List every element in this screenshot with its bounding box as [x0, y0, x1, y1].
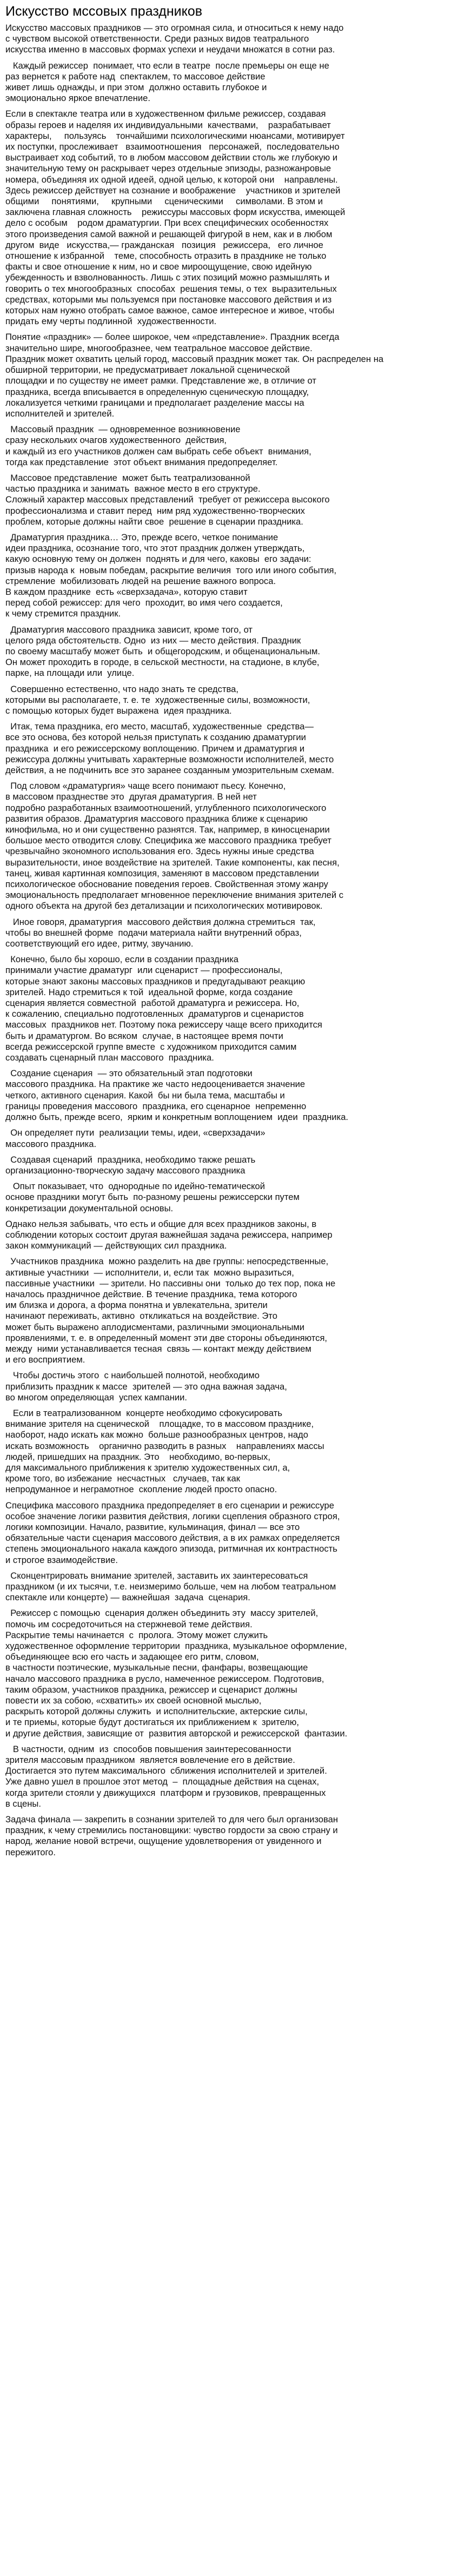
paragraph: Если в театрализованном концерте необходимо сфокусировать внимание зрителя на сценической площадке, то в массовом празднике, наоборот, надо искать как можно больше разнообразных центров, надо искать возможность органично разводить в разных направлениях массы людей, пришедших на праздник. Это необходимо, во-первых, для максимального приближения к зрителю художественных сил, а, кроме того, во избежание несчастных случаев, так как непродуманное и неграмотное скопление людей просто опасно. — [5, 1407, 324, 1495]
paragraph: Сконцентрировать внимание зрителей, заставить их заинтересоваться праздником (и их тысячи, т.е. неизмеримо больше, чем на любом театральном спектакле или концерте) — важнейшая задача сценария. — [5, 1570, 336, 1603]
paragraph: Понятие «праздник» — более широкое, чем «представление». Праздник всегда значительно шире, многообразнее, чем театральное массовое действие. Праздник может охватить целый город, массовый праздник может так. Он распределен на обширной территории, не предусматривает локальной сценической площадки и по существу не имеет рамки. Представление же, в отличие от праздника, всегда вписывается в определенную сценическую площадку, локализуется четкими границами и предполагает разделение массы на исполнителей и зрителей. — [5, 332, 384, 419]
paragraph: Каждый режиссер понимает, что если в театре после премьеры он еще не раз вернется к работе над спектаклем, то массовое действие живет лишь однажды, и при этом должно оставить глубокое и эмоционально яркое впечатление. — [5, 60, 329, 104]
paragraph: Под словом «драматургия» чаще всего понимают пьесу. Конечно, в массовом празднестве это другая драматургия. В ней нет подробно разработанных взаимоотношений, углубленного психологического развития образов. Драматургия массового праздника ближе к сценарию кинофильма, но и они существенно разнятся. Так, например, в киносценарии большое место отводится слову. Специфика же массового праздника требует чрезвычайно экономного использования его. Здесь нужны иные средства выразительности, иное воздействие на зрителей. Такие компоненты, как песня, танец, живая картинная композиция, заменяют в массовом представлении психологическое обоснование поведения героев. Свойственная этому жанру эмоциональность предполагает мгновенное переключение внимания зрителей с одного объекта на другой без детализации и психологических мотивировок. — [5, 781, 344, 911]
paragraph: Драматургия массового праздника зависит, кроме того, от целого ряда обстоятельств. Одно из них — место действия. Праздник по своему масштабу может быть и общегородским, и общенациональным. Он может проходить в городе, в сельской местности, на стадионе, в клубе, парке, на площади или улице. — [5, 624, 320, 679]
paragraph: Специфика массового праздника предопределяет в его сценарии и режиссуре особое значение логики развития действия, логики сцепления образного строя, логики композиции. Начало, развитие, кульминация, финал — все это обязательные части сценария массового действия, а в их рамках определяется степень эмоционального накала каждого эпизода, ритмичная их контрастность и строгое взаимодействие. — [5, 1500, 340, 1565]
paragraph: Участников праздника можно разделить на две группы: непосредственные, активные участники — исполнители, и, если так можно выразиться, пассивные участники — зрители. Но пассивны они только до тех пор, пока не началось праздничное действие. В течение праздника, тема которого им близка и дорога, а форма понятна и увлекательна, зрители начинают переживать, активно откликаться на воздействие. Это может быть выражено аплодисментами, различными эмоциональными проявлениями, т. е. в определенный момент эти две стороны объединяются, между ними устанавливается тесная связь — контакт между действием и его восприятием. — [5, 1256, 336, 1365]
paragraph: В частности, одним из способов повышения заинтересованности зрителя массовым праздником является вовлечение его в действие. Достигается это путем максимального сближения исполнителей и зрителей. Уже давно ушел в прошлое этот метод ‒ площадные действия на сценах, когда зрители стояли у движущихся платформ и грузовиков, превращенных в сцены. — [5, 1743, 327, 1809]
paragraph: Итак, тема праздника, его место, масштаб, художественные средства— все это основа, без которой нельзя приступать к созданию драматургии праздника и его режиссерскому воплощению. Причем и драматургия и режиссура должны учитывать характерные возможности исполнителей, место действия, а не подчинить все это заранее созданным умозрительным схемам. — [5, 721, 335, 775]
paragraph: Драматургия праздника… Это, прежде всего, четкое понимание идеи праздника, осознание того, что этот праздник должен утверждать, какую основную тему он должен поднять и для чего, каковы его задачи: призыв народа к новым победам, раскрытие величия того или иного события, стремление мобилизовать людей на решение важного вопроса. В каждом празднике есть «сверхзадача», которую ставит перед собой режиссер: для чего проходит, во имя чего создается, к чему стремится праздник. — [5, 532, 337, 619]
paragraph: Создание сценария — это обязательный этап подготовки массового праздника. На практике же часто недооценивается значение четкого, активного сценария. Какой бы ни была тема, масштабы и границы проведения массового праздника, его сценарное непременно должно быть, прежде всего, ярким и конкретным воплощением идеи праздника. — [5, 1068, 349, 1123]
paragraph: Чтобы достичь этого с наибольшей полнотой, необходимо приблизить праздник к массе зрителей — это одна важная задача, во многом определяющая успех кампании. — [5, 1370, 287, 1403]
paragraph: Искусство массовых праздников — это огромная сила, и относиться к нему надо с чувством высокой ответственности. Среди разных видов театрального искусства именно в массовых формах успехи и неудачи множатся в сотни раз. — [5, 23, 344, 55]
paragraph: Задача финала — закрепить в сознании зрителей то для чего был организован праздник, к чему стремились постановщики: чувство гордости за свою страну и народ, желание новой встречи, ощущение удовлетворения от увиденного и пережитого. — [5, 1814, 338, 1857]
paragraph: Конечно, было бы хорошо, если в создании праздника принимали участие драматург или сценарист — профессионалы, которые знают законы массовых праздников и предугадывают реакцию зрителей. Надо стремиться к той идеальной форме, когда создание сценария является совместной работой драматурга и режиссера. Но, к сожалению, специально подготовленных драматургов и сценаристов массовых праздников нет. Поэтому пока режиссеру чаще всего приходится быть и драматургом. Во всяком случае, в настоящее время почти всегда режиссерской группе вместе с художником приходится самим создавать сценарный план массового праздника. — [5, 954, 322, 1063]
paragraph: Массовый праздник — одновременное возникновение сразу нескольких очагов художественного действия, и каждый из его участников должен сам выбрать себе объект внимания, тогда как представление этот объект внимания предопределяет. — [5, 424, 311, 467]
paragraph: Совершенно естественно, что надо знать те средства, которыми вы располагаете, т. е. те художественные силы, возможности, с помощью которых будет выражена идея праздника. — [5, 683, 310, 716]
page-title: Искусство мссовых праздников — [5, 4, 203, 19]
paragraph: Если в спектакле театра или в художественном фильме режиссер, создавая образы героев и наделяя их индивидуальными качествами, разрабатывает характеры, пользуясь тончайшими психологическими нюансами, мотивирует их поступки, прослеживает взаимоотношения персонажей, последовательно выстраивает ход событий, то в любом массовом действии столь же глубокую и значительную тему он раскрывает через отдельные эпизоды, разножанровые номера, объединяя их одной идеей, одной целью, к которой они направлены. Здесь режиссер действует на сознание и воображение участников и зрителей общими понятиями, крупными сценическими символами. В этом и заключена главная сложность режиссуры массовых форм искусства, имеющей дело с особым родом драматургии. При всех специфических особенностях этого произведения самой важной и решающей фигурой в нем, как и в любом другом виде искусства,— гражданская позиция режиссера, его личное отношение к избранной теме, способность отразить в празднике не только факты и свое отношение к ним, но и свое мироощущение, свою идейную убежденность и взволнованность. Лишь с этих позиций можно размышлять и говорить о тех многообразных способах решения темы, о тех выразительных средствах, которыми мы пользуемся при постановке массового действия и из которых нам нужно отобрать самое важное, самое интересное и живое, чтобы придать ему черты подлинной художественности. — [5, 109, 346, 327]
paragraph: Однако нельзя забывать, что есть и общие для всех праздников законы, в соблюдении которых состоит другая важнейшая задача режиссера, например закон коммуникаций — действующих сил праздника. — [5, 1218, 333, 1251]
paragraph: Опыт показывает, что однородные по идейно-тематической основе праздники могут быть по-разному решены режиссерски путем конкретизации документальной основы. — [5, 1181, 300, 1213]
paragraph: Создавая сценарий праздника, необходимо также решать организационно-творческую задачу массового праздника — [5, 1154, 256, 1176]
paragraph: Он определяет пути реализации темы, идеи, «сверхзадачи» массового праздника. — [5, 1128, 265, 1149]
paragraph: Иное говоря, драматургия массового действия должна стремиться так, чтобы во внешней форме подачи материала найти внутренний образ, соответствующий его идее, ритму, звучанию. — [5, 916, 316, 949]
paragraph: Массовое представление может быть театрализованной частью праздника и занимать важное место в его структуре. Сложный характер массовых представлений требует от режиссера высокого профессионализма и ставит перед ним ряд художественно-творческих проблем, которые должны найти свое решение в сценарии праздника. — [5, 472, 330, 527]
paragraph: Режиссер с помощью сценария должен объединить эту массу зрителей, помочь им сосредоточиться на стержневой теме действия. Раскрытие темы начинается с пролога. Этому может служить художественное оформление территории праздника, музыкальное оформление, объединяющее всю его часть и задающее его ритм, словом, в частности поэтические, музыкальные песни, фанфары, возвещающие начало массового праздника в русло, намеченное режиссером. Подготовив, таким образом, участников праздника, режиссер и сценарист должны повести их за собою, «схватить» их своей основной мыслью, раскрыть которой должны служить и исполнительские, актерские силы, и те приемы, которые будут достигаться их приближением к зрителю, и другие действия, зависящие от развития авторской и режиссерской фантазии. — [5, 1608, 348, 1739]
document-body — [5, 23, 453, 1858]
